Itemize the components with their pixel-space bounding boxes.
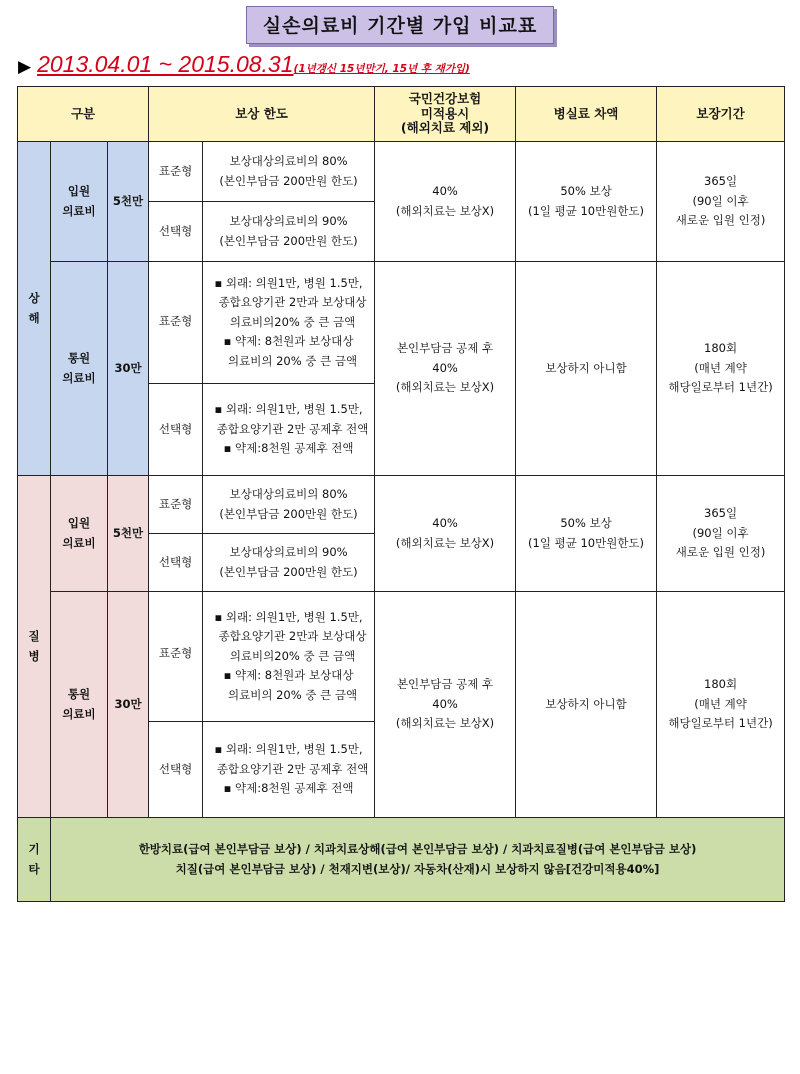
- limit-line: ▪ 약제: 8천원과 보상대상: [223, 334, 354, 349]
- plan-type-optional: 선택형: [149, 384, 203, 476]
- plan-type-standard: 표준형: [149, 142, 203, 202]
- limit-line: ▪ 외래: 의원1만, 병원 1.5만,: [214, 402, 363, 417]
- header-nhis: [375, 87, 516, 142]
- arrow-marker-icon: ▶: [18, 57, 32, 77]
- nhis-cell: [375, 592, 516, 818]
- limit-line: ▪ 약제:8천원 공제후 전액: [223, 441, 354, 456]
- nhis-line: 40%: [432, 515, 458, 530]
- nhis-line: (해외치료는 보상X): [395, 716, 495, 731]
- section-label-injury: [18, 142, 51, 476]
- period-note: (1년갱신 15년만기, 15년 후 재가입): [293, 63, 470, 75]
- period-range: 2013.04.01 ~ 2015.08.31: [37, 51, 294, 77]
- header-period: 보장기간: [657, 87, 785, 142]
- inpatient-label: [51, 476, 108, 592]
- limit-cell: [203, 384, 375, 476]
- plan-type-standard: 표준형: [149, 476, 203, 534]
- etc-label: [18, 818, 51, 902]
- limit-line: ▪ 약제: 8천원과 보상대상: [223, 668, 354, 683]
- outpatient-label: [51, 262, 108, 476]
- nhis-line: 40%: [432, 183, 458, 198]
- period-line-text: 180회: [704, 341, 738, 356]
- period-line-text: (매년 계약: [694, 696, 747, 711]
- section-label-char: 질: [28, 628, 40, 643]
- outpatient-label-line: 통원: [67, 686, 91, 701]
- outpatient-amount: 30만: [108, 262, 149, 476]
- section-label-char: 병: [28, 648, 40, 663]
- limit-line: 종합요양기관 2만 공제후 전액: [216, 761, 369, 776]
- plan-type-standard: 표준형: [149, 262, 203, 384]
- period-line-text: 180회: [704, 677, 738, 692]
- nhis-line: 40%: [432, 696, 458, 711]
- room-line: (1일 평균 10만원한도): [528, 535, 645, 550]
- section-label-char: 상: [28, 290, 40, 305]
- page-title: 실손의료비 기간별 가입 비교표: [246, 6, 554, 44]
- limit-line: (본인부담금 200만원 한도): [219, 506, 358, 521]
- period-line-text: (매년 계약: [694, 360, 747, 375]
- title-wrap: [0, 0, 800, 44]
- period-line-text: 365일: [704, 506, 738, 521]
- period-line-text: 새로운 입원 인정): [675, 213, 766, 228]
- section-label-disease: [18, 476, 51, 818]
- header-nhis-line: 미적용시: [420, 105, 470, 121]
- period-cell: [657, 142, 785, 262]
- nhis-line: (해외치료는 보상X): [395, 203, 495, 218]
- room-line: 50% 보상: [560, 515, 612, 530]
- limit-line: 보상대상의료비의 80%: [229, 153, 348, 168]
- limit-cell: [203, 142, 375, 202]
- room-line: 보상하지 아니함: [545, 360, 627, 375]
- room-cell: [516, 592, 657, 818]
- comparison-table: [17, 86, 785, 902]
- section-label-char: 해: [28, 310, 40, 325]
- limit-cell: [203, 722, 375, 818]
- nhis-cell: [375, 476, 516, 592]
- limit-cell: [203, 534, 375, 592]
- period-cell: [657, 476, 785, 592]
- period-line-text: 365일: [704, 174, 738, 189]
- period-line-text: (90일 이후: [692, 525, 749, 540]
- etc-line: 치질(급여 본인부담금 보상) / 천재지변(보상)/ 자동차(산재)시 보상하지 않음[건강미적용40%]: [175, 861, 660, 876]
- outpatient-label-line: 의료비: [62, 370, 96, 385]
- plan-type-optional: 선택형: [149, 534, 203, 592]
- plan-type-optional: 선택형: [149, 202, 203, 262]
- limit-cell: [203, 592, 375, 722]
- inpatient-label: [51, 142, 108, 262]
- limit-line: 의료비의20% 중 큰 금액: [229, 648, 356, 663]
- limit-cell: [203, 262, 375, 384]
- inpatient-label-line: 의료비: [62, 203, 96, 218]
- limit-line: 의료비의 20% 중 큰 금액: [228, 687, 358, 702]
- limit-line: 의료비의20% 중 큰 금액: [229, 314, 356, 329]
- limit-line: ▪ 외래: 의원1만, 병원 1.5만,: [214, 275, 363, 290]
- limit-line: 보상대상의료비의 90%: [229, 213, 348, 228]
- outpatient-label-line: 통원: [67, 350, 91, 365]
- nhis-cell: [375, 262, 516, 476]
- period-line-text: 해당일로부터 1년간): [668, 380, 773, 395]
- header-nhis-line: 국민건강보험: [408, 91, 482, 107]
- header-limit: 보상 한도: [149, 87, 375, 142]
- nhis-line: 본인부담금 공제 후: [396, 677, 494, 692]
- outpatient-amount: 30만: [108, 592, 149, 818]
- outpatient-label: [51, 592, 108, 818]
- limit-line: 종합요양기관 2만과 보상대상: [218, 295, 367, 310]
- nhis-cell: [375, 142, 516, 262]
- header-category: 구분: [18, 87, 149, 142]
- limit-line: (본인부담금 200만원 한도): [219, 564, 358, 579]
- room-line: 보상하지 아니함: [545, 696, 627, 711]
- limit-line: 의료비의 20% 중 큰 금액: [228, 353, 358, 368]
- inpatient-label-line: 입원: [67, 183, 91, 198]
- limit-line: 종합요양기관 2만 공제후 전액: [216, 421, 369, 436]
- nhis-line: 본인부담금 공제 후: [396, 341, 494, 356]
- inpatient-amount: 5천만: [108, 142, 149, 262]
- header-nhis-line: (해외치료 제외): [400, 120, 490, 136]
- limit-cell: [203, 476, 375, 534]
- limit-line: ▪ 외래: 의원1만, 병원 1.5만,: [214, 609, 363, 624]
- etc-content: [51, 818, 785, 902]
- limit-line: 보상대상의료비의 90%: [229, 544, 348, 559]
- limit-line: ▪ 약제:8천원 공제후 전액: [223, 781, 354, 796]
- limit-line: 종합요양기관 2만과 보상대상: [218, 629, 367, 644]
- plan-type-optional: 선택형: [149, 722, 203, 818]
- etc-label-char: 타: [28, 861, 40, 876]
- plan-type-standard: 표준형: [149, 592, 203, 722]
- nhis-line: (해외치료는 보상X): [395, 535, 495, 550]
- room-cell: [516, 262, 657, 476]
- limit-line: ▪ 외래: 의원1만, 병원 1.5만,: [214, 742, 363, 757]
- etc-line: 한방치료(급여 본인부담금 보상) / 치과치료상해(급여 본인부담금 보상) / 치과치료질병(급여 본인부담금 보상): [138, 841, 697, 856]
- room-cell: [516, 142, 657, 262]
- header-room: 병실료 차액: [516, 87, 657, 142]
- room-line: (1일 평균 10만원한도): [528, 203, 645, 218]
- inpatient-label-line: 의료비: [62, 535, 96, 550]
- limit-cell: [203, 202, 375, 262]
- period-line-text: 해당일로부터 1년간): [668, 716, 773, 731]
- outpatient-label-line: 의료비: [62, 706, 96, 721]
- room-line: 50% 보상: [560, 183, 612, 198]
- period-cell: [657, 262, 785, 476]
- period-cell: [657, 592, 785, 818]
- limit-line: (본인부담금 200만원 한도): [219, 173, 358, 188]
- nhis-line: 40%: [432, 360, 458, 375]
- period-line-text: 새로운 입원 인정): [675, 545, 766, 560]
- inpatient-amount: 5천만: [108, 476, 149, 592]
- period-line: [18, 51, 470, 78]
- limit-line: (본인부담금 200만원 한도): [219, 233, 358, 248]
- room-cell: [516, 476, 657, 592]
- etc-label-char: 기: [28, 841, 40, 856]
- nhis-line: (해외치료는 보상X): [395, 380, 495, 395]
- period-line-text: (90일 이후: [692, 193, 749, 208]
- inpatient-label-line: 입원: [67, 515, 91, 530]
- limit-line: 보상대상의료비의 80%: [229, 486, 348, 501]
